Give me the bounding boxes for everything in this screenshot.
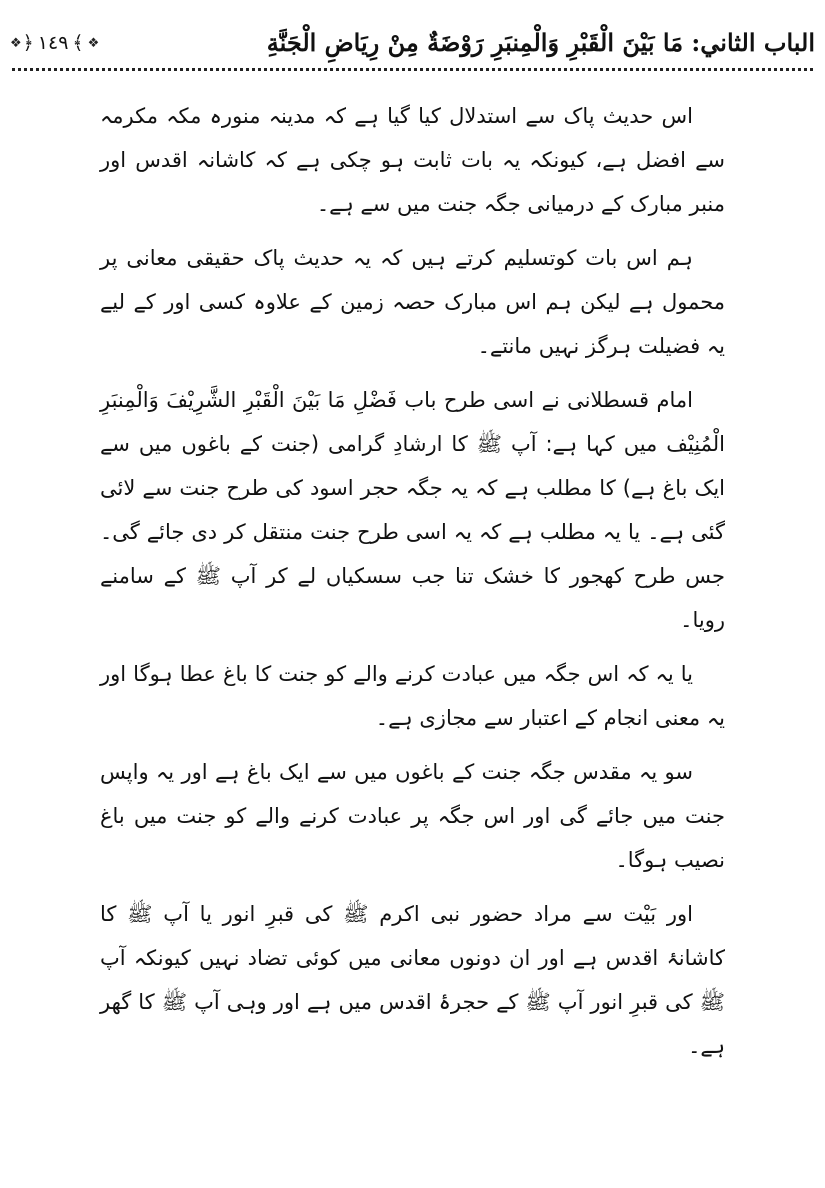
body-text	[100, 94, 725, 1078]
bracket-right: ﴾	[72, 32, 84, 54]
paragraph: سو یہ مقدس جگہ جنت کے باغوں میں سے ایک باغ ہے اور یہ واپس جنت میں جائے گی اور اس جگہ پر عبادت کرنے والے کو جنت میں باغ نصیب ہوگا۔	[100, 760, 725, 872]
ornament-right-icon: ❖	[10, 35, 19, 51]
running-title: الباب الثاني: مَا بَيْنَ الْقَبْرِ وَالْمِنبَرِ رَوْضَةٌ مِنْ رِيَاضِ الْجَنَّةِ	[266, 28, 815, 57]
paragraph: اور بَیْت سے مراد حضور نبی اکرم ﷺ کی قبرِ انور یا آپ ﷺ کا کاشانۂ اقدس ہے اور ان دونوں معانی میں کوئی تضاد نہیں کیونکہ آپ ﷺ کی قبرِ انور آپ ﷺ کے حجرۂ اقدس میں ہے اور وہی آپ ﷺ کا گھر ہے۔	[100, 902, 725, 1058]
paragraph: اس حدیث پاک سے استدلال کیا گیا ہے کہ مدینہ منورہ مکہ مکرمہ سے افضل ہے، کیونکہ یہ بات ثابت ہو چکی ہے کہ کاشانہ اقدس اور منبر مبارک کے درمیانی جگہ جنت میں سے ہے۔	[100, 104, 725, 216]
header-divider	[12, 68, 813, 71]
page-number-value: ١٤٩	[37, 32, 69, 54]
page-header	[10, 22, 815, 64]
ornament-left-icon: ❖	[87, 35, 97, 51]
page-number	[10, 32, 96, 54]
bracket-left: ﴿	[22, 32, 34, 54]
paragraph: ہم اس بات کوتسلیم کرتے ہیں کہ یہ حدیث پاک حقیقی معانی پر محمول ہے لیکن ہم اس مبارک حصہ زمین کے علاوہ کسی اور کے لیے یہ فضیلت ہرگز نہیں مانتے۔	[100, 246, 725, 358]
paragraph: یا یہ کہ اس جگہ میں عبادت کرنے والے کو جنت کا باغ عطا ہوگا اور یہ معنی انجام کے اعتبار سے مجازی ہے۔	[100, 662, 725, 730]
paragraph: امام قسطلانی نے اسی طرح باب فَضْلِ مَا بَيْنَ الْقَبْرِ الشَّرِيْفَ وَالْمِنبَرِ الْمُنِيْف میں کہا ہے: آپ ﷺ کا ارشادِ گرامی (جنت کے باغوں میں سے ایک باغ ہے) کا مطلب ہے کہ یہ جگہ حجر اسود کی طرح جنت سے لائی گئی ہے۔ یا یہ مطلب ہے کہ یہ اسی طرح جنت منتقل کر دی جائے گی۔ جس طرح کھجور کا خشک تنا جب سسکیاں لے کر آپ ﷺ کے سامنے رویا۔	[100, 388, 725, 632]
